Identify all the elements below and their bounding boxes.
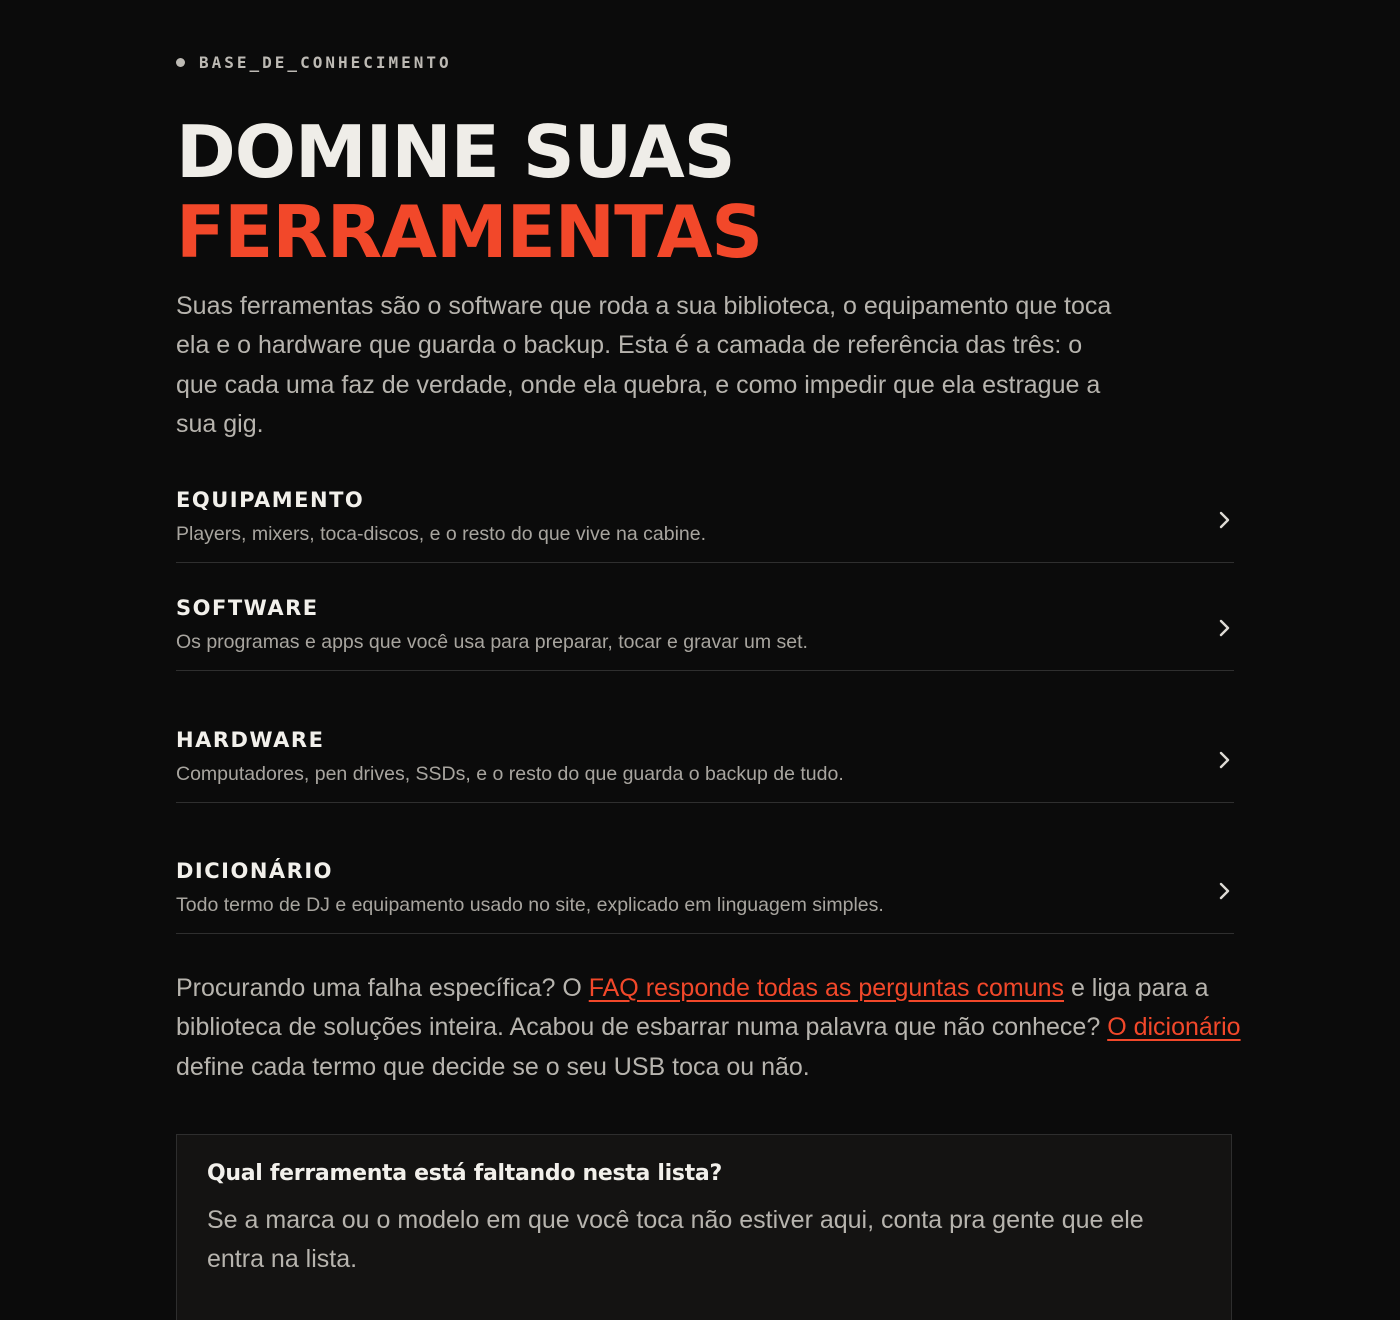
page-title-line-1: DOMINE SUAS (176, 110, 735, 194)
list-item-dicionario[interactable] (176, 849, 1234, 934)
list-item-title: EQUIPAMENTO (176, 488, 365, 512)
footer-text-1: Procurando uma falha específica? O (176, 974, 589, 1002)
list-item-description: Players, mixers, toca-discos, e o resto do que vive na cabine. (176, 523, 707, 545)
eyebrow-label: BASE_DE_CONHECIMENTO (199, 53, 452, 72)
callout-body: Se a marca ou o modelo em que você toca não estiver aqui, conta pra gente que ele entra na lista. (207, 1206, 1144, 1274)
list-item-title: SOFTWARE (176, 596, 319, 620)
footer-text-3: define cada termo que decide se o seu USB toca ou não. (176, 1052, 810, 1081)
page-title-line-2: FERRAMENTAS (176, 190, 763, 274)
chevron-right-icon (1212, 879, 1236, 903)
missing-tool-callout (176, 1134, 1232, 1320)
footer-paragraph (176, 969, 1246, 1087)
callout-title: Qual ferramenta está faltando nesta lista? (207, 1161, 722, 1186)
list-item-software[interactable] (176, 586, 1234, 671)
faq-link[interactable]: FAQ responde todas as perguntas comuns (588, 974, 1065, 1002)
page-title (176, 112, 762, 272)
list-item-title: DICIONÁRIO (176, 859, 333, 883)
list-item-equipamento[interactable] (176, 478, 1234, 563)
list-item-description: Todo termo de DJ e equipamento usado no site, explicado em linguagem simples. (176, 894, 884, 916)
list-item-title: HARDWARE (176, 728, 325, 752)
intro-paragraph: Suas ferramentas são o software que roda a sua biblioteca, o equipamento que toca ela e o hardware que guarda o backup. Esta é a camada de referência das três: o que cada uma faz de verdade, onde ela quebra, e como impedir que ela estrague a sua gig. (176, 292, 1112, 438)
list-item-description: Os programas e apps que você usa para preparar, tocar e gravar um set. (176, 631, 808, 653)
list-item-hardware[interactable] (176, 718, 1234, 803)
list-item-description: Computadores, pen drives, SSDs, e o resto do que guarda o backup de tudo. (176, 763, 844, 785)
dictionary-link[interactable]: O dicionário (1107, 1013, 1241, 1042)
chevron-right-icon (1212, 508, 1236, 532)
bullet-dot-icon (176, 58, 185, 67)
footer-text-2: e liga para a biblioteca de soluções inteira. Acabou de esbarrar numa palavra que não conhece? (176, 974, 1209, 1042)
chevron-right-icon (1212, 616, 1236, 640)
eyebrow (176, 53, 452, 72)
chevron-right-icon (1212, 748, 1236, 772)
